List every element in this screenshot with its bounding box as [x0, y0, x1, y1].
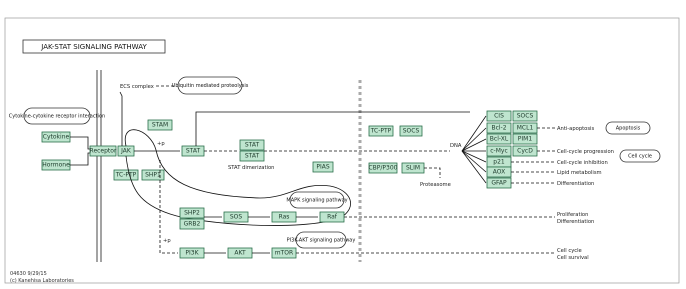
gene-pim1-label: PIM1 [517, 135, 533, 143]
ubiquitin-link[interactable] [172, 77, 249, 94]
gene-gfap-label: GFAP [491, 179, 507, 187]
cell-cycle-link[interactable] [620, 150, 660, 162]
outcome-cell-cycle-2: Cell cycle [557, 248, 582, 254]
node-hormone-label: Hormone [42, 161, 70, 169]
node-slim-label: SLIM [405, 164, 421, 172]
node-stam[interactable] [148, 120, 172, 130]
node-akt[interactable] [228, 248, 252, 258]
node-jak[interactable] [118, 146, 134, 156]
pi3k-akt-link[interactable] [287, 232, 356, 248]
gene-aox[interactable] [487, 167, 511, 177]
edge-stat-top [196, 112, 470, 146]
cytokine-interaction-link[interactable] [9, 108, 105, 124]
pathway-title: JAK-STAT SIGNALING PATHWAY [41, 43, 147, 51]
dna-label: DNA [450, 143, 462, 149]
gene-bcl2-label: Bcl-2 [491, 124, 507, 132]
p-marker-pi3k: +p [163, 238, 171, 244]
node-pias-label: PIAS [316, 163, 330, 171]
node-raf[interactable] [320, 212, 344, 222]
node-sos-label: SOS [229, 213, 243, 221]
cell-cycle-label: Cell cycle [628, 153, 652, 160]
node-shp1[interactable] [142, 170, 164, 180]
gene-p21-label: p21 [493, 158, 505, 166]
node-sos[interactable] [224, 212, 248, 222]
node-jak-label: JAK [121, 147, 131, 155]
p-marker-stat: +p [157, 141, 165, 147]
edge-slim-proteasome [424, 168, 440, 178]
node-ras[interactable] [272, 212, 296, 222]
apoptosis-link[interactable] [606, 122, 650, 134]
gene-cycd-label: CycD [517, 147, 533, 155]
node-mtor[interactable] [272, 248, 296, 258]
node-stat-dimer-b-label: STAT [244, 152, 260, 160]
node-pi3k[interactable] [180, 248, 204, 258]
footer-copyright: (c) Kanehisa Laboratories [10, 278, 74, 284]
node-hormone[interactable] [42, 160, 70, 170]
node-tcf-label: TC-PTP [370, 127, 392, 135]
node-ras-label: Ras [278, 213, 290, 221]
outcome-proliferation: Proliferation [557, 212, 589, 218]
gene-cmyc-label: c-Myc [490, 147, 508, 155]
gene-socs[interactable] [513, 111, 537, 121]
node-pias[interactable] [313, 162, 333, 172]
gene-mcl1[interactable] [513, 123, 537, 133]
cytokine-interaction-label: Cytokine-cytokine receptor interaction [8, 113, 106, 120]
node-stat-dimer-b[interactable] [240, 151, 264, 161]
node-socs-label: SOCS [402, 127, 420, 135]
node-receptor[interactable] [90, 146, 117, 156]
outcome-differentiation: Differentiation [557, 181, 595, 187]
gene-aox-label: AOX [492, 168, 506, 176]
node-grb2-label: GRB2 [183, 220, 201, 228]
node-cytokine[interactable] [42, 132, 70, 142]
gene-cis[interactable] [487, 111, 511, 121]
outcome-cell-survival: Cell survival [557, 255, 589, 261]
node-cbp[interactable] [368, 163, 397, 173]
node-shp2[interactable] [180, 208, 204, 218]
node-stat[interactable] [182, 146, 204, 156]
node-akt-label: AKT [234, 249, 246, 257]
node-slim[interactable] [402, 163, 424, 173]
edge-hormone-receptor [70, 153, 92, 165]
footer-id: 04630 9/29/15 [10, 271, 47, 277]
outcome-differentiation-2: Differentiation [557, 219, 595, 225]
node-cytokine-label: Cytokine [42, 133, 70, 141]
node-receptor-label: Receptor [89, 147, 117, 155]
gene-socs-label: SOCS [516, 112, 534, 120]
node-socs[interactable] [400, 126, 422, 136]
gene-mcl1-label: MCL1 [516, 124, 534, 132]
node-shp1-label: SHP1 [145, 171, 161, 179]
gene-pim1[interactable] [513, 134, 537, 144]
apoptosis-label: Apoptosis [615, 125, 641, 132]
edge-jak-ecs [120, 92, 122, 146]
node-mtor-label: mTOR [274, 249, 294, 257]
gene-p21[interactable] [487, 157, 511, 167]
node-stat-dimer-a[interactable] [240, 140, 264, 150]
node-tcf[interactable] [369, 126, 393, 136]
ecs-complex-label: ECS complex [120, 84, 154, 90]
dna-fanout [462, 116, 486, 183]
gene-bclxl-label: Bcl-XL [489, 135, 509, 143]
gene-cycd[interactable] [513, 146, 537, 156]
gene-gfap[interactable] [487, 178, 511, 188]
outcome-lipid-metabolism: Lipid metabolism [557, 170, 602, 176]
node-stat-dimer-a-label: STAT [244, 141, 260, 149]
pi3k-akt-label: PI3K-AKT signaling pathway [286, 237, 356, 244]
node-raf-label: Raf [327, 213, 337, 221]
node-stam-label: STAM [151, 121, 169, 129]
node-shp2-label: SHP2 [184, 209, 200, 217]
node-tcptp-label: TC-PTP [115, 171, 137, 179]
mapk-link[interactable] [286, 192, 347, 208]
outcome-cell-cycle-inhibition: Cell-cycle inhibition [557, 160, 608, 166]
proteasome-label: Proteasome [420, 182, 451, 188]
gene-bcl2[interactable] [487, 123, 511, 133]
node-tcptp[interactable] [114, 170, 138, 180]
gene-bclxl[interactable] [487, 134, 511, 144]
stat-dimerization-label: STAT dimerization [228, 165, 275, 171]
node-cbp-label: CBP/P300 [368, 164, 398, 172]
outcome-anti-apoptosis: Anti-apoptosis [557, 126, 595, 132]
ubiquitin-label: Ubiquitin mediated proteolysis [171, 83, 249, 89]
outcome-cell-cycle-progression: Cell-cycle progression [557, 149, 614, 155]
gene-cmyc[interactable] [487, 146, 511, 156]
mapk-label: MAPK signaling pathway [286, 197, 348, 204]
gene-cis-label: CIS [494, 112, 504, 120]
node-pi3k-label: PI3K [185, 249, 199, 257]
title-box [23, 40, 165, 53]
node-stat-label: STAT [185, 147, 201, 155]
node-grb2[interactable] [180, 219, 204, 229]
